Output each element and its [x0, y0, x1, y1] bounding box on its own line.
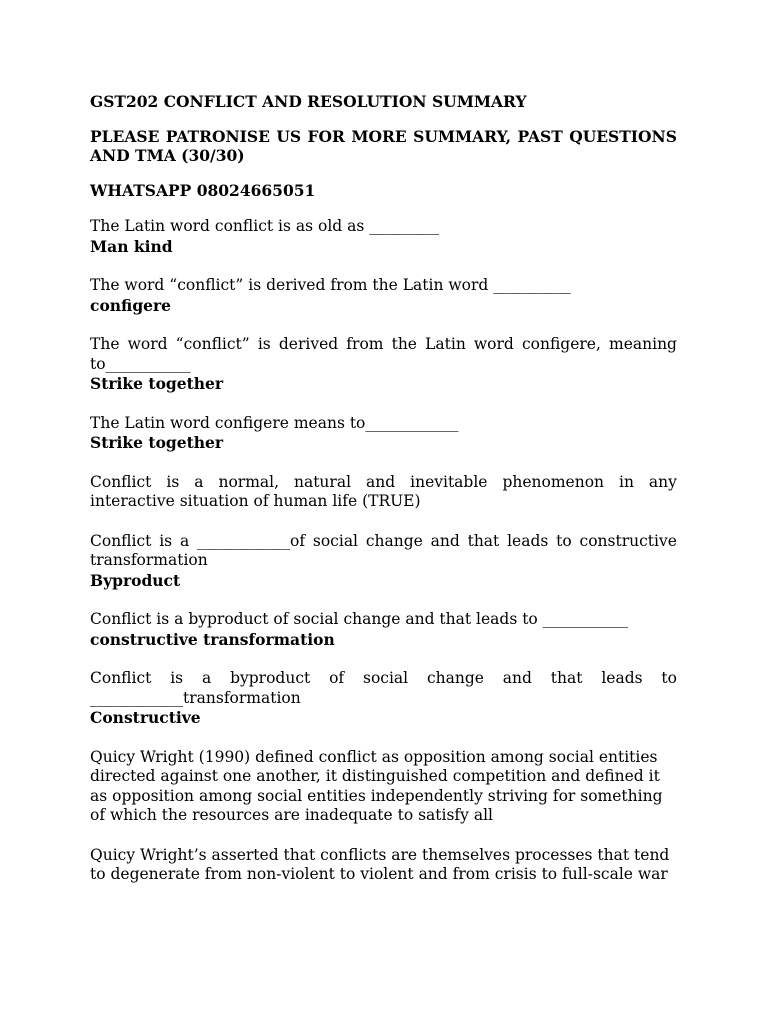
- promo-line-2: AND TMA (30/30): [90, 146, 245, 165]
- question-text-line-1: Conflict is a ____________of social change and that leads to constructive: [90, 531, 677, 550]
- question-text: The Latin word configere means to____________: [90, 413, 459, 432]
- paragraph-quincy-wright-definition: [90, 748, 677, 826]
- question-text: Conflict is a byproduct of social change and that leads to ___________: [90, 610, 628, 628]
- question-text-line-1: Conflict is a byproduct of social change and that leads to: [90, 669, 677, 687]
- qa-item-8: [90, 669, 677, 728]
- question-text: The word “conflict” is derived from the Latin word __________: [90, 276, 571, 294]
- document-page: [90, 92, 677, 905]
- answer-text: Constructive: [90, 708, 201, 727]
- promo-text: [90, 127, 677, 166]
- answer-text: configere: [90, 295, 172, 315]
- paragraph-line-4: of which the resources are inadequate to satisfy all: [90, 806, 493, 824]
- answer-text: Strike together: [90, 374, 224, 393]
- qa-item-1: [90, 217, 677, 256]
- question-text-line-2: transformation: [90, 551, 208, 569]
- paragraph-quincy-wright-assertion: [90, 846, 677, 885]
- promo-line-1: PLEASE PATRONISE US FOR MORE SUMMARY, PAST QUESTIONS: [90, 126, 677, 146]
- qa-item-7: [90, 610, 677, 649]
- answer-text: Byproduct: [90, 570, 181, 590]
- answer-text: Strike together: [90, 433, 224, 452]
- statement-line-2: interactive situation of human life (TRUE): [90, 492, 421, 510]
- paragraph-line-2: to degenerate from non-violent to violent and from crisis to full-scale war: [90, 865, 668, 883]
- document-title: GST202 CONFLICT AND RESOLUTION SUMMARY: [90, 92, 527, 111]
- qa-item-4: [90, 414, 677, 453]
- question-text: The Latin word conflict is as old as _________: [90, 217, 440, 235]
- paragraph-line-2: directed against one another, it distinguished competition and defined it: [90, 767, 660, 785]
- statement-line-1: Conflict is a normal, natural and inevitable phenomenon in any: [90, 472, 677, 491]
- qa-item-6: [90, 532, 677, 591]
- qa-item-5: [90, 473, 677, 512]
- whatsapp-contact: WHATSAPP 08024665051: [90, 180, 316, 200]
- answer-text: Man kind: [90, 236, 173, 256]
- answer-text: constructive transformation: [90, 629, 335, 649]
- paragraph-line-1: Quicy Wright (1990) defined conflict as opposition among social entities: [90, 747, 658, 766]
- question-text-line-2: ____________transformation: [90, 688, 301, 707]
- qa-item-2: [90, 276, 677, 315]
- paragraph-line-1: Quicy Wright’s asserted that conflicts are themselves processes that tend: [90, 845, 670, 864]
- question-text-line-2: to___________: [90, 354, 191, 373]
- qa-item-3: [90, 335, 677, 394]
- paragraph-line-3: as opposition among social entities independently striving for something: [90, 786, 663, 805]
- question-text-line-1: The word “conflict” is derived from the Latin word configere, meaning: [90, 335, 677, 353]
